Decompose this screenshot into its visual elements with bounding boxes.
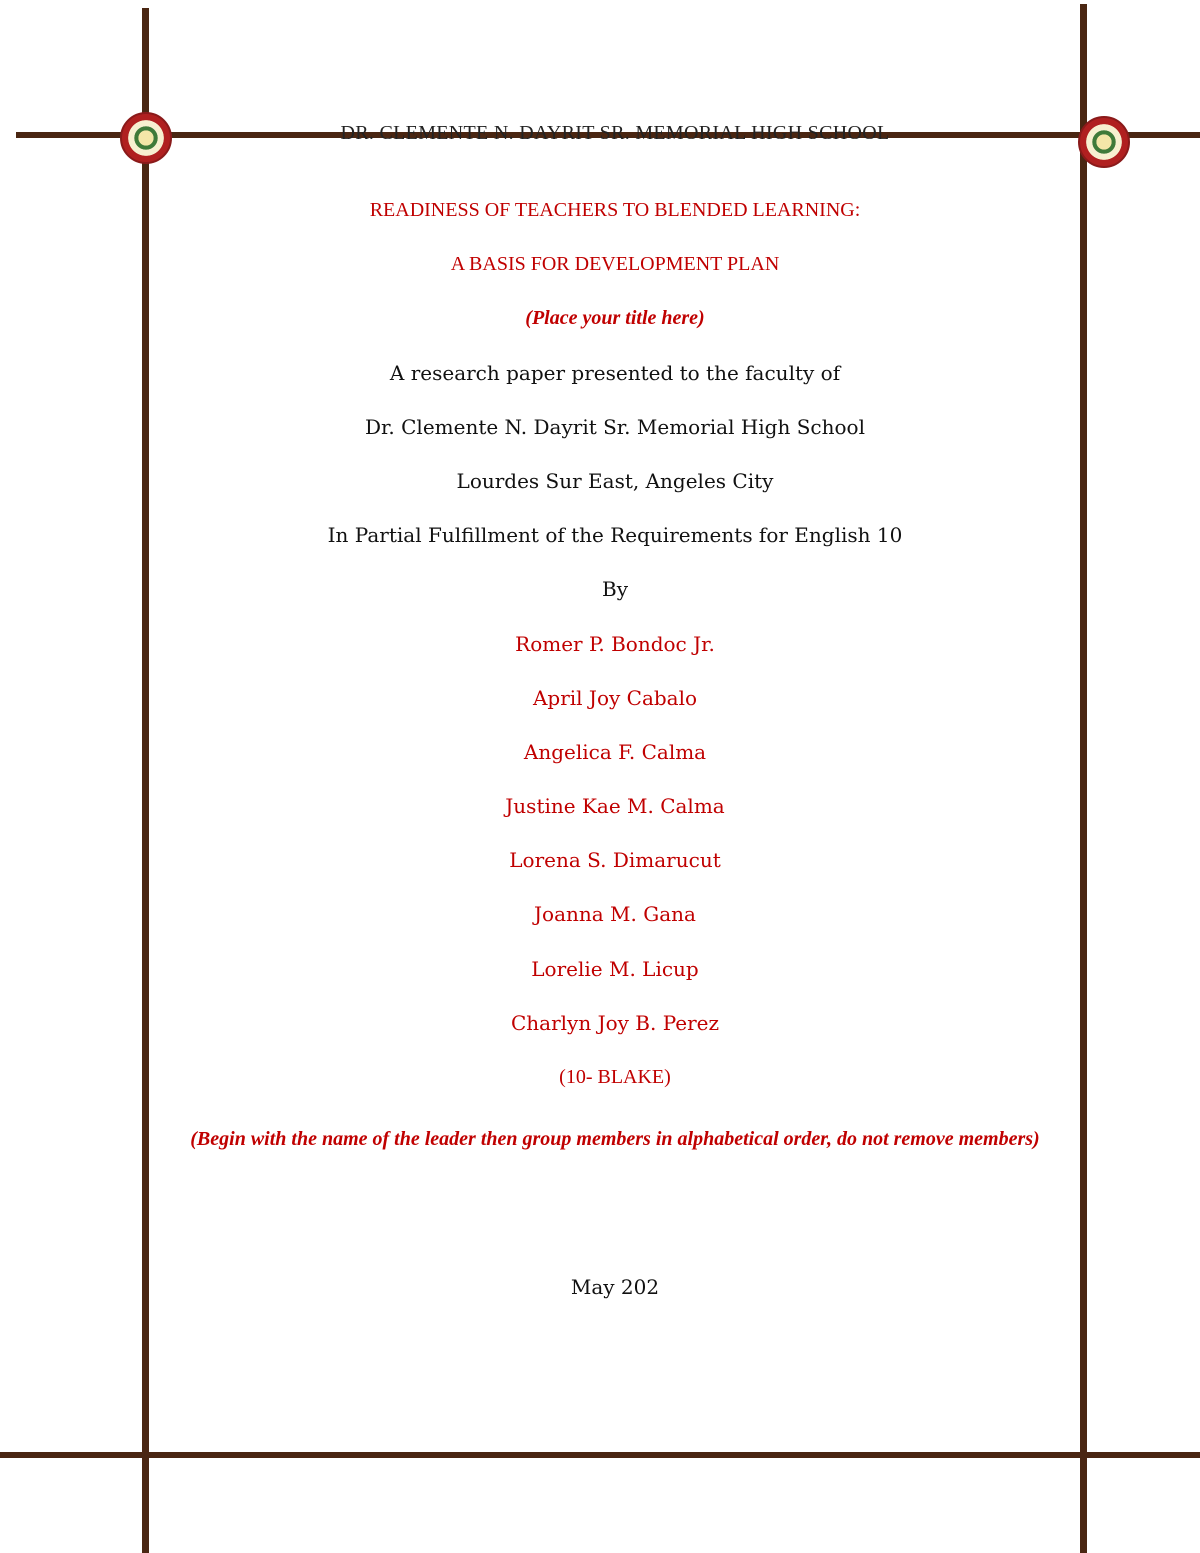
right-border-line	[1080, 4, 1087, 1553]
research-title-line-1: READINESS OF TEACHERS TO BLENDED LEARNING:	[369, 199, 861, 221]
author-name: Romer P. Bondoc Jr.	[515, 631, 715, 656]
presentation-line-3: Lourdes Sur East, Angeles City	[456, 468, 774, 493]
school-header: DR. CLEMENTE N. DAYRIT SR. MEMORIAL HIGH SCHOOL	[340, 122, 890, 144]
author-name: Lorena S. Dimarucut	[509, 848, 721, 873]
presentation-line-2: Dr. Clemente N. Dayrit Sr. Memorial High School	[365, 414, 865, 439]
school-seal-icon	[120, 112, 172, 164]
title-placeholder-note: (Place your title here)	[525, 307, 705, 330]
presentation-line-1: A research paper presented to the faculty of	[389, 360, 841, 385]
author-name: Joanna M. Gana	[534, 902, 696, 927]
author-name: April Joy Cabalo	[532, 685, 698, 710]
author-name: Justine Kae M. Calma	[505, 794, 725, 819]
school-seal-icon	[1078, 116, 1130, 168]
author-name: Lorelie M. Licup	[531, 956, 699, 981]
bottom-border-line	[0, 1452, 1200, 1458]
title-page-body	[150, 192, 1080, 1113]
author-name: Charlyn Joy B. Perez	[510, 1010, 720, 1035]
research-title-line-2: A BASIS FOR DEVELOPMENT PLAN	[450, 253, 780, 276]
presentation-line-4: In Partial Fulfillment of the Requirements for English 10	[327, 523, 903, 548]
section-label: (10- BLAKE)	[559, 1066, 671, 1088]
left-border-line	[142, 8, 149, 1553]
submission-date: May 202	[570, 1275, 660, 1299]
author-name: Angelica F. Calma	[523, 739, 707, 764]
member-order-instruction: (Begin with the name of the leader then group members in alphabetical order, do not remove members)	[190, 1128, 1040, 1150]
by-label: By	[602, 577, 628, 602]
